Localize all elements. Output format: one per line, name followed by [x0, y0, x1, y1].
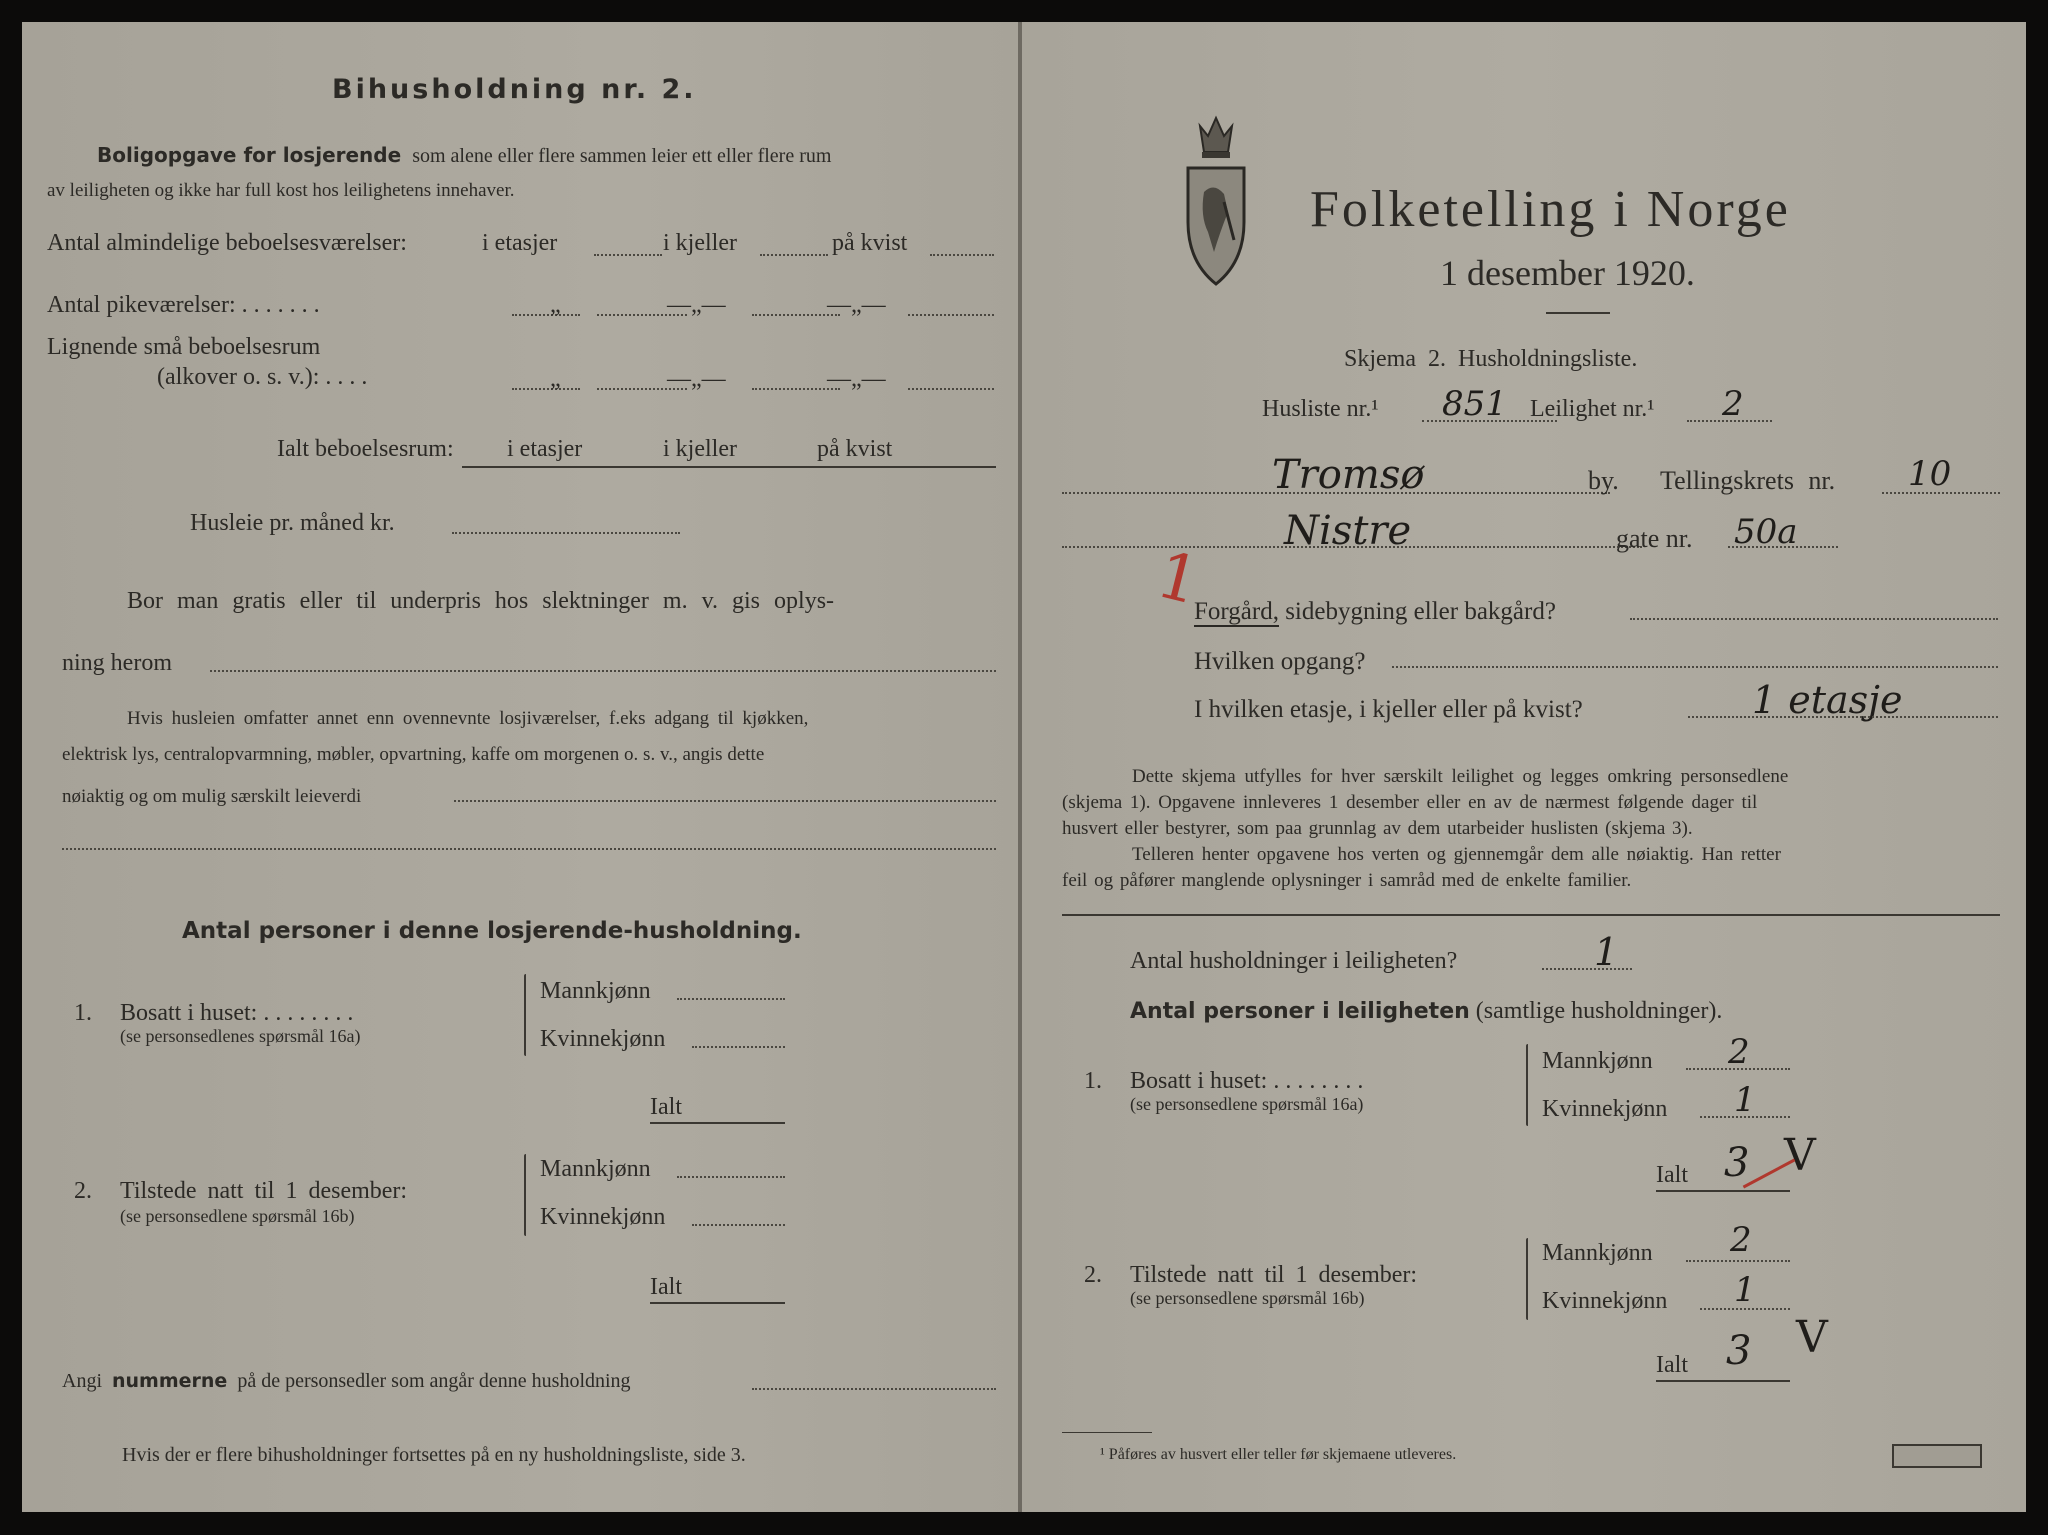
title-divider — [1546, 312, 1610, 314]
extra-line[interactable] — [62, 848, 996, 850]
left-q1-brace — [524, 974, 526, 1056]
by-line[interactable] — [1062, 492, 1610, 494]
left-q2-brace — [524, 1154, 526, 1236]
lignende-ditto-3: —„— — [827, 366, 886, 392]
lignende-label-1: Lignende små beboelsesrum — [47, 334, 321, 360]
right-q2-sub: (se personsedlene spørsmål 16b) — [1130, 1288, 1365, 1308]
right-q2-mann-line[interactable] — [1686, 1260, 1790, 1262]
instr-line-2: (skjema 1). Opgavene innleveres 1 desember eller en av de nærmest følgende dager til — [1062, 792, 1758, 813]
right-q1-brace — [1526, 1044, 1528, 1126]
husliste-value: 851 — [1442, 384, 1507, 424]
margin-red-mark: 1 — [1149, 538, 1208, 620]
intro-line-2: av leiligheten og ikke har full kost hos leilighetens innehaver. — [47, 180, 515, 201]
lignende-line-1[interactable] — [512, 388, 580, 390]
gate-nr-value: 50a — [1734, 512, 1798, 552]
right-page — [1022, 22, 2026, 1512]
left-footer: Hvis der er flere bihusholdninger fortsettes på en ny husholdningsliste, side 3. — [122, 1444, 746, 1466]
pike-line-4[interactable] — [908, 314, 994, 316]
rooms-etasjer-line[interactable] — [594, 254, 662, 256]
right-q1-kvinne-value: 1 — [1734, 1080, 1756, 1120]
form-date: 1 desember 1920. — [1440, 253, 1695, 293]
right-q1-kvinne-line[interactable] — [1700, 1116, 1790, 1118]
right-q2-mann-value: 2 — [1730, 1220, 1752, 1260]
antal-hush-value: 1 — [1594, 930, 1619, 974]
right-q1-num: 1. — [1084, 1068, 1102, 1094]
left-q2-kvinne: Kvinnekjønn — [540, 1204, 666, 1230]
hvis-line-2: elektrisk lys, centralopvarmning, møbler, opvartning, kaffe om morgenen o. s. v., angis dette — [62, 744, 765, 765]
left-heading: Bihusholdning nr. 2. — [332, 74, 697, 105]
footnote: ¹ Påføres av husvert eller teller før skjemaene utleveres. — [1100, 1446, 1457, 1463]
lignende-ditto-2: —„— — [667, 366, 726, 392]
left-q2-ialt: Ialt — [650, 1274, 682, 1300]
husleie-label: Husleie pr. måned kr. — [190, 510, 395, 536]
angi-fill-line[interactable] — [752, 1388, 996, 1390]
rooms-kvist: på kvist — [832, 230, 908, 256]
left-q1-num: 1. — [74, 1000, 92, 1026]
left-q1-kvinne-line[interactable] — [692, 1046, 785, 1048]
instr-divider — [1062, 914, 2000, 916]
left-q2-sub: (se personsedlene spørsmål 16b) — [120, 1206, 355, 1226]
right-q1-mann-value: 2 — [1728, 1032, 1750, 1072]
krets-value: 10 — [1908, 454, 1952, 494]
left-q1-ialt: Ialt — [650, 1094, 682, 1120]
right-q2-kvinne: Kvinnekjønn — [1542, 1288, 1668, 1314]
right-q1-mann: Mannkjønn — [1542, 1048, 1653, 1074]
ialt-kvist: på kvist — [817, 436, 893, 462]
left-page — [22, 22, 1018, 1512]
gratis-line[interactable] — [210, 670, 996, 672]
by-label: by. — [1588, 466, 1619, 495]
hvis-line-1: Hvis husleien omfatter annet enn ovennevnte losjiværelser, f.eks adgang til kjøkken, — [127, 708, 809, 729]
pike-line-1[interactable] — [512, 314, 580, 316]
husliste-label: Husliste nr.¹ — [1262, 396, 1379, 422]
right-q1-check: V — [1784, 1130, 1816, 1181]
left-q2-kvinne-line[interactable] — [692, 1224, 785, 1226]
gate-label: gate nr. — [1616, 524, 1693, 553]
right-q2-check: V — [1796, 1312, 1828, 1363]
left-q1-mann-line[interactable] — [677, 998, 785, 1000]
left-q2-num: 2. — [74, 1178, 92, 1204]
right-q2-ialt-value: 3 — [1726, 1328, 1752, 1374]
right-q1-mann-line[interactable] — [1686, 1068, 1790, 1070]
instr-line-3: husvert eller bestyrer, som paa grunnlag av dem utarbeider huslisten (skjema 3). — [1062, 818, 1693, 839]
rooms-label: Antal almindelige beboelsesværelser: — [47, 230, 407, 256]
antal-personer-heading: Antal personer i denne losjerende-husholdning. — [182, 918, 802, 944]
right-q2-ialt: Ialt — [1656, 1352, 1688, 1378]
krets-line[interactable] — [1882, 492, 2000, 494]
leilighet-label: Leilighet nr.¹ — [1530, 396, 1655, 422]
right-q1-ialt-value: 3 — [1724, 1140, 1750, 1186]
opgang-fill-line[interactable] — [1392, 666, 1998, 668]
ialt-rooms-label: Ialt beboelsesrum: — [277, 436, 454, 462]
left-q2-mann: Mannkjønn — [540, 1156, 651, 1182]
gratis-line-2: ning herom — [62, 650, 172, 676]
rooms-kjeller: i kjeller — [663, 230, 737, 256]
left-q1-ialt-line[interactable] — [650, 1122, 785, 1124]
antal-hush-label: Antal husholdninger i leiligheten? — [1130, 948, 1458, 974]
left-q1-label: Bosatt i huset: . . . . . . . . — [120, 1000, 354, 1026]
right-q1-ialt-line[interactable] — [1656, 1190, 1790, 1192]
angi-line: Angi nummerne på de personsedler som angår denne husholdning — [62, 1370, 631, 1392]
right-q2-kvinne-value: 1 — [1734, 1270, 1756, 1310]
coat-of-arms-icon — [1184, 112, 1248, 288]
left-q1-kvinne: Kvinnekjønn — [540, 1026, 666, 1052]
gratis-line-1: Bor man gratis eller til underpris hos slektninger m. v. gis oplys- — [127, 588, 835, 614]
leilighet-line[interactable] — [1687, 420, 1772, 422]
printer-stamp — [1892, 1444, 1982, 1468]
right-q2-kvinne-line[interactable] — [1700, 1308, 1790, 1310]
rooms-kjeller-line[interactable] — [760, 254, 828, 256]
pike-label: Antal pikeværelser: . . . . . . . — [47, 292, 320, 318]
right-q1-kvinne: Kvinnekjønn — [1542, 1096, 1668, 1122]
pike-ditto-1: „ — [550, 292, 561, 318]
intro-line-1: Boligopgave for losjerende som alene eller flere sammen leier ett eller flere rum — [97, 143, 832, 167]
lignende-label-2: (alkover o. s. v.): . . . . — [157, 364, 368, 390]
ialt-etasjer: i etasjer — [507, 436, 583, 462]
lignende-ditto-1: „ — [550, 366, 561, 392]
left-q1-sub: (se personsedlenes spørsmål 16a) — [120, 1026, 361, 1046]
pike-ditto-3: —„— — [827, 292, 886, 318]
rooms-kvist-line[interactable] — [930, 254, 994, 256]
gate-value: Nistre — [1284, 508, 1412, 554]
by-value: Tromsø — [1272, 452, 1425, 498]
husleie-line[interactable] — [452, 532, 680, 534]
ialt-rooms-line[interactable] — [462, 466, 996, 468]
right-q2-label: Tilstede natt til 1 desember: — [1130, 1262, 1418, 1288]
hvis-line-3: nøiaktig og om mulig særskilt leieverdi — [62, 786, 362, 807]
pike-ditto-2: —„— — [667, 292, 726, 318]
right-q1-sub: (se personsedlene spørsmål 16a) — [1130, 1094, 1364, 1114]
antal-pers-line: Antal personer i leiligheten (samtlige husholdninger). — [1130, 998, 1723, 1024]
etasje-label: I hvilken etasje, i kjeller eller på kvist? — [1194, 696, 1583, 723]
footnote-rule — [1062, 1432, 1152, 1433]
right-q1-label: Bosatt i huset: . . . . . . . . — [1130, 1068, 1364, 1094]
forgard-line: Forgård, sidebygning eller bakgård? — [1194, 598, 1556, 625]
instr-line-4: Telleren henter opgavene hos verten og gjennemgår dem alle nøiaktig. Han retter — [1132, 844, 1781, 865]
leilighet-value: 2 — [1722, 384, 1744, 424]
antal-hush-line[interactable] — [1542, 968, 1632, 970]
right-q1-ialt: Ialt — [1656, 1162, 1688, 1188]
ialt-kjeller: i kjeller — [663, 436, 737, 462]
left-q1-mann: Mannkjønn — [540, 978, 651, 1004]
gate-nr-line[interactable] — [1728, 546, 1838, 548]
krets-label: Tellingskrets nr. — [1660, 466, 1836, 495]
left-q2-label: Tilstede natt til 1 desember: — [120, 1178, 408, 1204]
form-title: Folketelling i Norge — [1310, 181, 1791, 238]
instr-line-1: Dette skjema utfylles for hver særskilt leilighet og legges omkring personsedlene — [1132, 766, 1789, 787]
left-q2-mann-line[interactable] — [677, 1176, 785, 1178]
lignende-line-4[interactable] — [908, 388, 994, 390]
instr-line-5: feil og påfører manglende oplysninger i samråd med de enkelte familier. — [1062, 870, 1632, 891]
leieverdi-line[interactable] — [454, 800, 996, 802]
right-q2-num: 2. — [1084, 1262, 1102, 1288]
right-q2-brace — [1526, 1238, 1528, 1320]
forgard-fill-line[interactable] — [1630, 618, 1998, 620]
rooms-etasjer: i etasjer — [482, 230, 558, 256]
etasje-value: 1 etasje — [1752, 678, 1903, 722]
left-q2-ialt-line[interactable] — [650, 1302, 785, 1304]
right-q2-mann: Mannkjønn — [1542, 1240, 1653, 1266]
skjema-label: Skjema 2. Husholdningsliste. — [1344, 346, 1638, 372]
gate-line[interactable] — [1062, 546, 1642, 548]
right-q2-ialt-line[interactable] — [1656, 1380, 1790, 1382]
etasje-fill-line[interactable] — [1688, 716, 1998, 718]
opgang-label: Hvilken opgang? — [1194, 648, 1366, 675]
